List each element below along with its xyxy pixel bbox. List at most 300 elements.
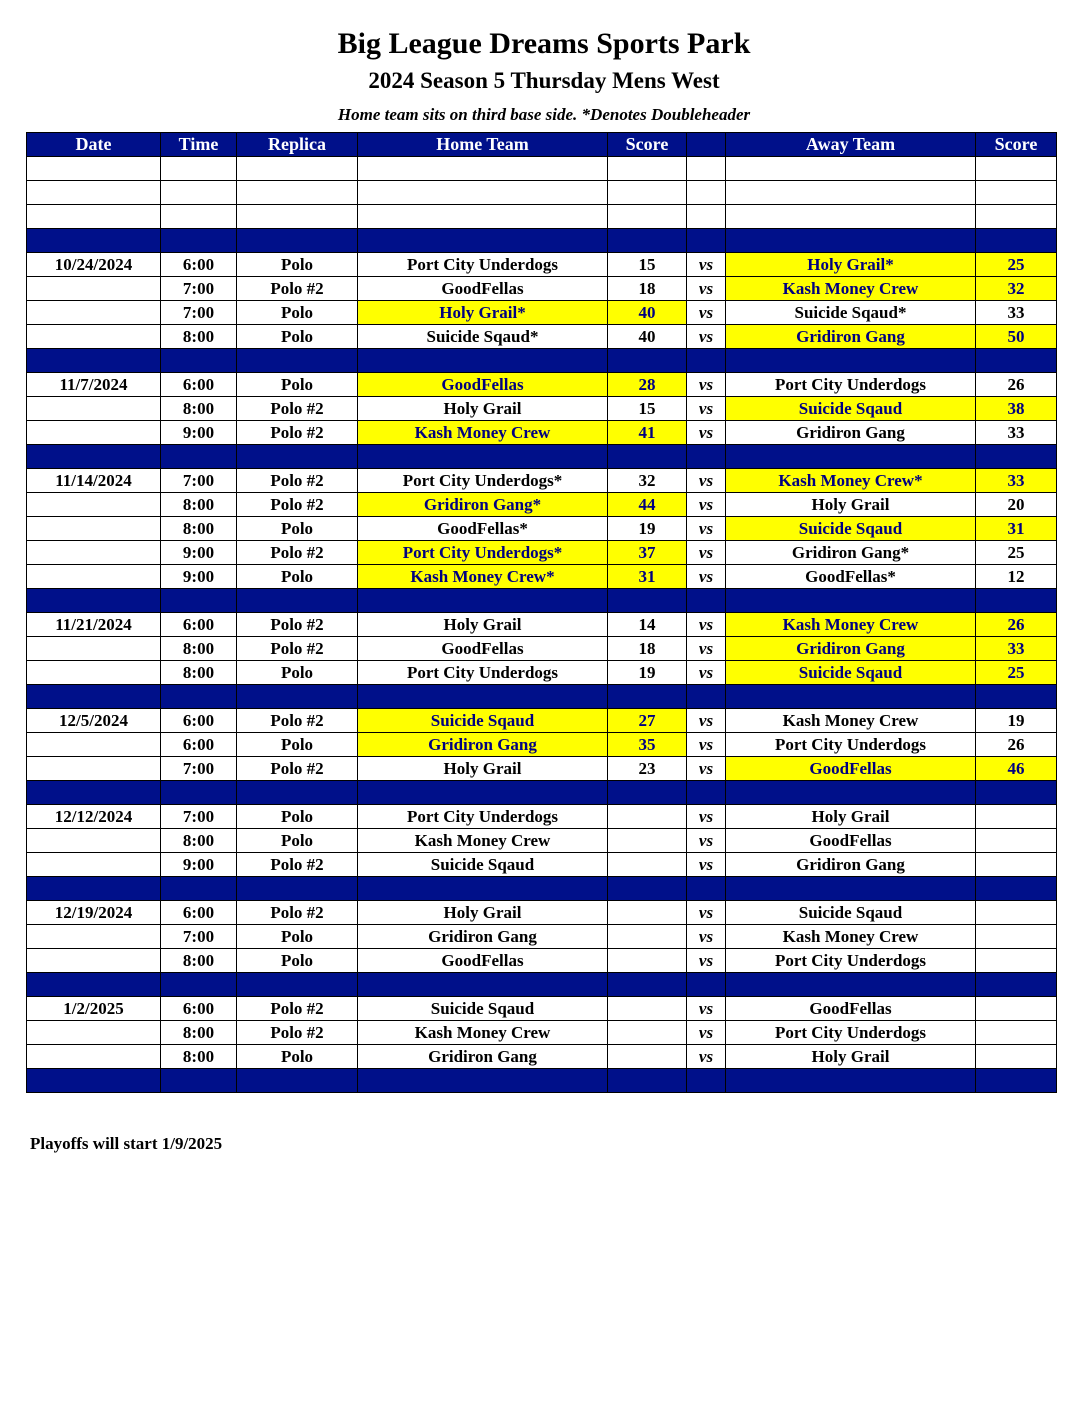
replica-cell: Polo #2 — [237, 709, 358, 733]
time-cell: 7:00 — [161, 925, 237, 949]
home-team-cell: Gridiron Gang — [358, 1045, 608, 1069]
game-row — [27, 733, 1057, 757]
vs-cell: vs — [687, 325, 726, 349]
schedule-table — [26, 132, 1057, 1093]
replica-cell: Polo #2 — [237, 397, 358, 421]
blank-cell — [358, 157, 608, 181]
game-row — [27, 373, 1057, 397]
time-cell: 8:00 — [161, 325, 237, 349]
playoffs-note: Playoffs will start 1/9/2025 — [30, 1134, 223, 1153]
date-cell — [27, 397, 161, 421]
blank-cell — [237, 157, 358, 181]
date-cell: 1/2/2025 — [27, 997, 161, 1021]
separator-cell — [608, 349, 687, 373]
week-separator-row — [27, 589, 1057, 613]
home-score-cell — [608, 829, 687, 853]
separator-cell — [976, 973, 1057, 997]
week-separator-row — [27, 229, 1057, 253]
separator-cell — [608, 445, 687, 469]
home-score-cell: 44 — [608, 493, 687, 517]
blank-cell — [726, 181, 976, 205]
replica-cell: Polo — [237, 925, 358, 949]
away-team-cell: Gridiron Gang — [726, 637, 976, 661]
separator-cell — [726, 349, 976, 373]
separator-cell — [161, 973, 237, 997]
column-header-time: Time — [161, 133, 237, 157]
home-team-cell: Gridiron Gang — [358, 733, 608, 757]
away-team-cell: Kash Money Crew — [726, 925, 976, 949]
blank-cell — [27, 157, 161, 181]
separator-cell — [237, 349, 358, 373]
separator-cell — [726, 445, 976, 469]
vs-cell: vs — [687, 565, 726, 589]
separator-cell — [27, 1069, 161, 1093]
vs-cell: vs — [687, 277, 726, 301]
vs-cell: vs — [687, 901, 726, 925]
home-score-cell: 41 — [608, 421, 687, 445]
date-cell — [27, 925, 161, 949]
time-cell: 6:00 — [161, 613, 237, 637]
table-header-row — [27, 133, 1057, 157]
separator-cell — [237, 589, 358, 613]
game-row — [27, 925, 1057, 949]
away-team-cell: Kash Money Crew — [726, 613, 976, 637]
game-row — [27, 829, 1057, 853]
replica-cell: Polo — [237, 1045, 358, 1069]
game-row — [27, 901, 1057, 925]
date-cell — [27, 541, 161, 565]
column-header-home-score: Score — [608, 133, 687, 157]
replica-cell: Polo #2 — [237, 637, 358, 661]
blank-cell — [27, 205, 161, 229]
home-score-cell: 32 — [608, 469, 687, 493]
vs-cell: vs — [687, 925, 726, 949]
vs-cell: vs — [687, 709, 726, 733]
blank-cell — [976, 157, 1057, 181]
replica-cell: Polo #2 — [237, 493, 358, 517]
separator-cell — [237, 973, 358, 997]
home-team-cell: Kash Money Crew — [358, 829, 608, 853]
away-team-cell: Holy Grail* — [726, 253, 976, 277]
home-score-cell — [608, 925, 687, 949]
home-score-cell — [608, 949, 687, 973]
separator-cell — [161, 781, 237, 805]
away-team-cell: Holy Grail — [726, 805, 976, 829]
blank-cell — [237, 205, 358, 229]
date-cell — [27, 1021, 161, 1045]
vs-cell: vs — [687, 1045, 726, 1069]
separator-cell — [161, 877, 237, 901]
date-cell — [27, 277, 161, 301]
away-team-cell: Port City Underdogs — [726, 373, 976, 397]
blank-cell — [27, 181, 161, 205]
game-row — [27, 253, 1057, 277]
home-team-cell: Port City Underdogs* — [358, 469, 608, 493]
separator-cell — [608, 589, 687, 613]
separator-cell — [976, 229, 1057, 253]
home-score-cell: 23 — [608, 757, 687, 781]
home-score-cell — [608, 853, 687, 877]
away-score-cell: 31 — [976, 517, 1057, 541]
time-cell: 8:00 — [161, 661, 237, 685]
separator-cell — [976, 877, 1057, 901]
separator-cell — [687, 1069, 726, 1093]
home-team-cell: GoodFellas — [358, 637, 608, 661]
away-team-cell: Suicide Sqaud — [726, 661, 976, 685]
home-team-cell: Port City Underdogs — [358, 253, 608, 277]
game-row — [27, 325, 1057, 349]
date-cell — [27, 421, 161, 445]
date-cell — [27, 565, 161, 589]
time-cell: 8:00 — [161, 637, 237, 661]
away-score-cell — [976, 1021, 1057, 1045]
home-team-cell: GoodFellas — [358, 949, 608, 973]
separator-cell — [161, 1069, 237, 1093]
date-cell — [27, 493, 161, 517]
separator-cell — [237, 781, 358, 805]
time-cell: 9:00 — [161, 853, 237, 877]
home-team-cell: Port City Underdogs — [358, 661, 608, 685]
away-team-cell: Holy Grail — [726, 1045, 976, 1069]
home-score-cell: 18 — [608, 637, 687, 661]
away-team-cell: Suicide Sqaud — [726, 517, 976, 541]
separator-cell — [608, 1069, 687, 1093]
away-score-cell — [976, 901, 1057, 925]
time-cell: 9:00 — [161, 565, 237, 589]
game-row — [27, 301, 1057, 325]
separator-cell — [726, 1069, 976, 1093]
away-team-cell: Kash Money Crew — [726, 709, 976, 733]
separator-cell — [726, 589, 976, 613]
separator-cell — [27, 685, 161, 709]
separator-cell — [237, 1069, 358, 1093]
game-row — [27, 277, 1057, 301]
vs-cell: vs — [687, 301, 726, 325]
home-score-cell — [608, 1021, 687, 1045]
vs-cell: vs — [687, 805, 726, 829]
separator-cell — [976, 1069, 1057, 1093]
date-cell — [27, 1045, 161, 1069]
game-row — [27, 853, 1057, 877]
schedule-note: Home team sits on third base side. *Denotes Doubleheader — [337, 105, 751, 124]
vs-cell: vs — [687, 997, 726, 1021]
separator-cell — [27, 877, 161, 901]
home-score-cell: 14 — [608, 613, 687, 637]
game-row — [27, 757, 1057, 781]
blank-cell — [161, 181, 237, 205]
away-score-cell — [976, 853, 1057, 877]
separator-cell — [687, 589, 726, 613]
away-score-cell — [976, 949, 1057, 973]
replica-cell: Polo — [237, 325, 358, 349]
home-team-cell: GoodFellas* — [358, 517, 608, 541]
vs-cell: vs — [687, 829, 726, 853]
separator-cell — [237, 877, 358, 901]
separator-cell — [726, 229, 976, 253]
blank-cell — [161, 157, 237, 181]
away-score-cell — [976, 997, 1057, 1021]
vs-cell: vs — [687, 949, 726, 973]
home-score-cell: 15 — [608, 397, 687, 421]
game-row — [27, 1045, 1057, 1069]
date-cell — [27, 637, 161, 661]
schedule-body — [27, 157, 1057, 1093]
week-separator-row — [27, 1069, 1057, 1093]
separator-cell — [726, 685, 976, 709]
away-score-cell: 19 — [976, 709, 1057, 733]
away-team-cell: Suicide Sqaud — [726, 397, 976, 421]
home-score-cell: 40 — [608, 301, 687, 325]
separator-cell — [687, 445, 726, 469]
away-score-cell — [976, 925, 1057, 949]
blank-row — [27, 181, 1057, 205]
home-team-cell: Suicide Sqaud — [358, 997, 608, 1021]
separator-cell — [608, 973, 687, 997]
home-score-cell: 27 — [608, 709, 687, 733]
column-header-date: Date — [27, 133, 161, 157]
blank-cell — [976, 181, 1057, 205]
time-cell: 7:00 — [161, 805, 237, 829]
separator-cell — [237, 229, 358, 253]
separator-cell — [687, 877, 726, 901]
separator-cell — [976, 685, 1057, 709]
week-separator-row — [27, 349, 1057, 373]
game-row — [27, 949, 1057, 973]
week-separator-row — [27, 973, 1057, 997]
home-team-cell: Suicide Sqaud — [358, 709, 608, 733]
game-row — [27, 565, 1057, 589]
separator-cell — [27, 589, 161, 613]
column-header-away-score: Score — [976, 133, 1057, 157]
separator-cell — [358, 589, 608, 613]
away-score-cell: 25 — [976, 253, 1057, 277]
home-team-cell: Suicide Sqaud — [358, 853, 608, 877]
date-cell: 12/12/2024 — [27, 805, 161, 829]
vs-cell: vs — [687, 253, 726, 277]
separator-cell — [608, 229, 687, 253]
blank-row — [27, 157, 1057, 181]
away-score-cell: 25 — [976, 541, 1057, 565]
separator-cell — [976, 349, 1057, 373]
date-cell — [27, 829, 161, 853]
game-row — [27, 469, 1057, 493]
separator-cell — [27, 445, 161, 469]
time-cell: 8:00 — [161, 1045, 237, 1069]
vs-cell: vs — [687, 613, 726, 637]
home-score-cell — [608, 805, 687, 829]
game-row — [27, 541, 1057, 565]
away-score-cell: 20 — [976, 493, 1057, 517]
separator-cell — [608, 877, 687, 901]
separator-cell — [358, 349, 608, 373]
home-team-cell: Holy Grail — [358, 901, 608, 925]
vs-cell: vs — [687, 373, 726, 397]
separator-cell — [687, 973, 726, 997]
home-score-cell: 19 — [608, 661, 687, 685]
away-score-cell — [976, 829, 1057, 853]
separator-cell — [161, 685, 237, 709]
home-team-cell: Gridiron Gang — [358, 925, 608, 949]
away-score-cell: 46 — [976, 757, 1057, 781]
away-team-cell: Port City Underdogs — [726, 733, 976, 757]
away-score-cell: 50 — [976, 325, 1057, 349]
blank-cell — [358, 181, 608, 205]
time-cell: 8:00 — [161, 397, 237, 421]
blank-row — [27, 205, 1057, 229]
home-score-cell: 15 — [608, 253, 687, 277]
separator-cell — [726, 973, 976, 997]
date-cell: 10/24/2024 — [27, 253, 161, 277]
separator-cell — [237, 445, 358, 469]
date-cell — [27, 661, 161, 685]
replica-cell: Polo #2 — [237, 757, 358, 781]
vs-cell: vs — [687, 541, 726, 565]
date-cell: 11/14/2024 — [27, 469, 161, 493]
time-cell: 9:00 — [161, 421, 237, 445]
week-separator-row — [27, 685, 1057, 709]
away-team-cell: Port City Underdogs — [726, 1021, 976, 1045]
away-score-cell: 12 — [976, 565, 1057, 589]
game-row — [27, 637, 1057, 661]
replica-cell: Polo — [237, 301, 358, 325]
vs-cell: vs — [687, 493, 726, 517]
time-cell: 8:00 — [161, 517, 237, 541]
date-cell — [27, 301, 161, 325]
vs-cell: vs — [687, 469, 726, 493]
time-cell: 6:00 — [161, 997, 237, 1021]
replica-cell: Polo — [237, 661, 358, 685]
game-row — [27, 517, 1057, 541]
home-score-cell: 19 — [608, 517, 687, 541]
home-team-cell: Holy Grail — [358, 397, 608, 421]
column-header-away-team: Away Team — [726, 133, 976, 157]
home-score-cell: 40 — [608, 325, 687, 349]
away-score-cell: 33 — [976, 421, 1057, 445]
away-score-cell — [976, 805, 1057, 829]
vs-cell: vs — [687, 397, 726, 421]
date-cell — [27, 733, 161, 757]
separator-cell — [161, 349, 237, 373]
separator-cell — [726, 781, 976, 805]
home-score-cell: 18 — [608, 277, 687, 301]
separator-cell — [687, 349, 726, 373]
home-score-cell — [608, 901, 687, 925]
date-cell — [27, 949, 161, 973]
week-separator-row — [27, 781, 1057, 805]
date-cell: 11/7/2024 — [27, 373, 161, 397]
separator-cell — [976, 445, 1057, 469]
away-team-cell: GoodFellas — [726, 829, 976, 853]
separator-cell — [358, 1069, 608, 1093]
time-cell: 8:00 — [161, 829, 237, 853]
away-team-cell: Suicide Sqaud* — [726, 301, 976, 325]
separator-cell — [687, 229, 726, 253]
separator-cell — [358, 229, 608, 253]
replica-cell: Polo #2 — [237, 853, 358, 877]
blank-cell — [726, 157, 976, 181]
time-cell: 7:00 — [161, 757, 237, 781]
time-cell: 6:00 — [161, 253, 237, 277]
home-team-cell: Port City Underdogs* — [358, 541, 608, 565]
away-team-cell: Gridiron Gang — [726, 325, 976, 349]
week-separator-row — [27, 877, 1057, 901]
home-team-cell: Kash Money Crew* — [358, 565, 608, 589]
vs-cell: vs — [687, 421, 726, 445]
separator-cell — [976, 589, 1057, 613]
replica-cell: Polo #2 — [237, 277, 358, 301]
separator-cell — [976, 781, 1057, 805]
separator-cell — [358, 877, 608, 901]
away-team-cell: Kash Money Crew — [726, 277, 976, 301]
replica-cell: Polo — [237, 565, 358, 589]
away-team-cell: Gridiron Gang — [726, 853, 976, 877]
separator-cell — [358, 685, 608, 709]
separator-cell — [358, 445, 608, 469]
date-cell: 11/21/2024 — [27, 613, 161, 637]
game-row — [27, 709, 1057, 733]
home-team-cell: GoodFellas — [358, 277, 608, 301]
time-cell: 7:00 — [161, 301, 237, 325]
away-score-cell — [976, 1045, 1057, 1069]
separator-cell — [726, 877, 976, 901]
time-cell: 8:00 — [161, 493, 237, 517]
home-score-cell — [608, 997, 687, 1021]
home-team-cell: Gridiron Gang* — [358, 493, 608, 517]
blank-cell — [358, 205, 608, 229]
away-score-cell: 33 — [976, 469, 1057, 493]
date-cell: 12/5/2024 — [27, 709, 161, 733]
away-team-cell: GoodFellas* — [726, 565, 976, 589]
away-team-cell: Gridiron Gang* — [726, 541, 976, 565]
game-row — [27, 997, 1057, 1021]
time-cell: 6:00 — [161, 373, 237, 397]
game-row — [27, 397, 1057, 421]
time-cell: 6:00 — [161, 709, 237, 733]
replica-cell: Polo #2 — [237, 613, 358, 637]
blank-cell — [687, 205, 726, 229]
vs-cell: vs — [687, 637, 726, 661]
home-score-cell — [608, 1045, 687, 1069]
blank-cell — [687, 157, 726, 181]
game-row — [27, 421, 1057, 445]
date-cell — [27, 853, 161, 877]
replica-cell: Polo — [237, 517, 358, 541]
replica-cell: Polo #2 — [237, 997, 358, 1021]
separator-cell — [161, 589, 237, 613]
vs-cell: vs — [687, 757, 726, 781]
page-title: Big League Dreams Sports Park — [337, 27, 751, 60]
separator-cell — [27, 229, 161, 253]
time-cell: 6:00 — [161, 901, 237, 925]
home-score-cell: 37 — [608, 541, 687, 565]
separator-cell — [161, 445, 237, 469]
time-cell: 9:00 — [161, 541, 237, 565]
away-team-cell: Suicide Sqaud — [726, 901, 976, 925]
home-score-cell: 35 — [608, 733, 687, 757]
separator-cell — [27, 781, 161, 805]
game-row — [27, 613, 1057, 637]
separator-cell — [27, 349, 161, 373]
vs-cell: vs — [687, 517, 726, 541]
time-cell: 7:00 — [161, 277, 237, 301]
game-row — [27, 661, 1057, 685]
column-header-vs — [687, 133, 726, 157]
home-team-cell: Port City Underdogs — [358, 805, 608, 829]
time-cell: 6:00 — [161, 733, 237, 757]
replica-cell: Polo — [237, 733, 358, 757]
away-score-cell: 26 — [976, 613, 1057, 637]
page-subtitle: 2024 Season 5 Thursday Mens West — [368, 68, 720, 93]
